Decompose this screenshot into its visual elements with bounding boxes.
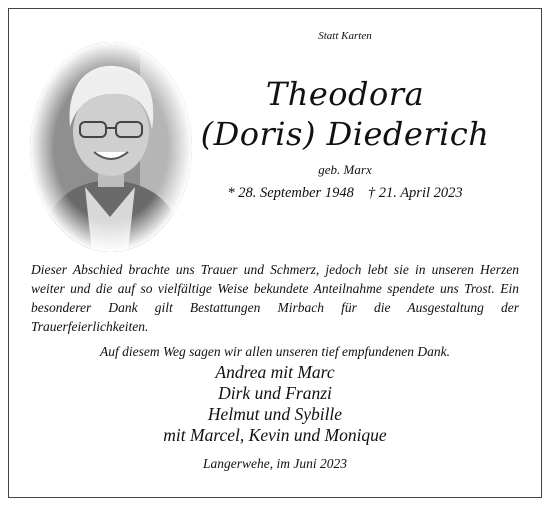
signers-list <box>100 362 450 446</box>
maiden-name: geb. Marx <box>318 162 372 177</box>
signer: Andrea mit Marc <box>215 362 335 382</box>
deceased-first-name: Theodora <box>265 75 425 113</box>
message-paragraph: Dieser Abschied brachte uns Trauer und Schmerz, jedoch lebt sie in unseren Herzen weiter und die auf so vielfältige Weise bekundete Anteilnahme spendete uns Trost. Ein besonderer Dank gilt Bestattungen Mirbach für die Ausgestaltung der Trauerfeierlichkeiten. <box>31 262 519 334</box>
place-date: Langerwehe, im Juni 2023 <box>203 456 347 471</box>
signer: Helmut und Sybille <box>207 404 343 424</box>
header-note: Statt Karten <box>318 30 372 42</box>
signer: Dirk und Franzi <box>218 383 332 403</box>
life-dates <box>205 185 485 202</box>
death-date: † 21. April 2023 <box>367 185 463 201</box>
thanks-line: Auf diesem Weg sagen wir allen unseren tief empfundenen Dank. <box>100 344 450 359</box>
portrait-photo <box>30 42 192 252</box>
deceased-full-name: (Doris) Diederich <box>200 115 490 153</box>
portrait-photo-icon <box>30 42 192 252</box>
birth-date: * 28. September 1948 <box>227 185 354 201</box>
signer: mit Marcel, Kevin und Monique <box>163 425 387 445</box>
